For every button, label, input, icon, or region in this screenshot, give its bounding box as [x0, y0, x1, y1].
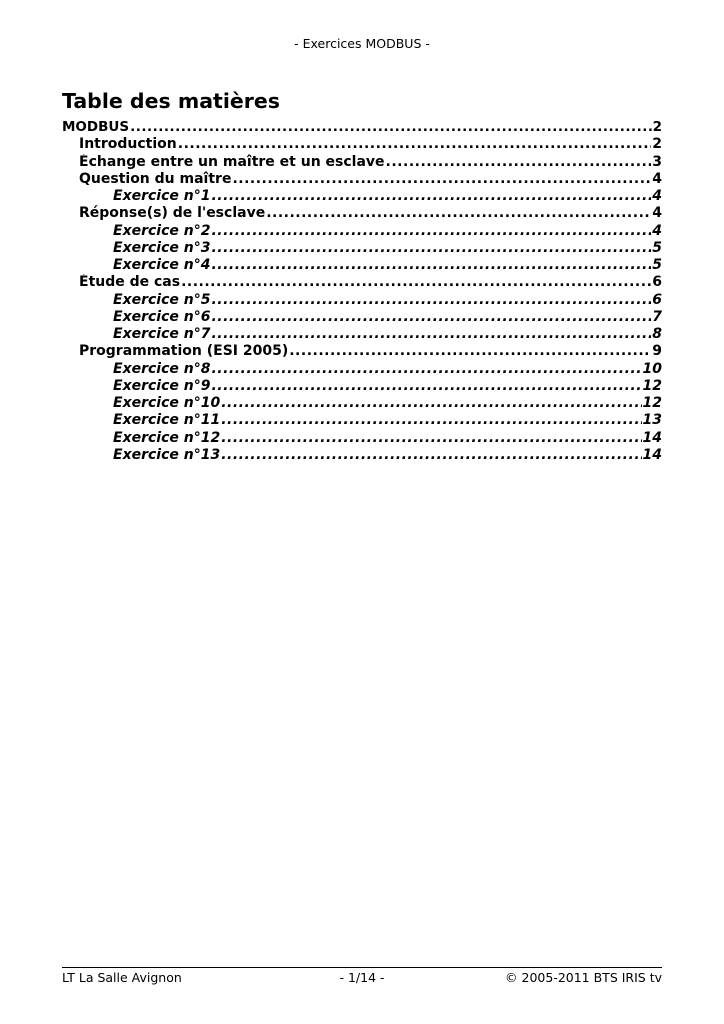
- toc-entry[interactable]: [62, 430, 662, 447]
- toc-leader-dots: [221, 447, 641, 464]
- toc-entry[interactable]: [62, 361, 662, 378]
- toc-entry[interactable]: [62, 171, 662, 188]
- toc-entry-label: Réponse(s) de l'esclave: [79, 205, 266, 222]
- toc-entry[interactable]: [62, 447, 662, 464]
- toc-entry[interactable]: [62, 240, 662, 257]
- toc-entry[interactable]: [62, 378, 662, 395]
- toc-entry-label: Exercice n°3: [113, 239, 211, 256]
- toc-leader-dots: [130, 119, 652, 136]
- toc-entry-label: Exercice n°4: [113, 257, 211, 273]
- toc-entry-label: Question du maître: [79, 170, 232, 187]
- toc-leader-dots: [221, 412, 641, 429]
- toc-entry-page: 9: [652, 343, 662, 360]
- toc-entry-page: 4: [652, 205, 662, 222]
- toc-entry-label: Exercice n°8: [113, 360, 211, 377]
- toc-entry-page: 12: [642, 395, 662, 411]
- toc-leader-dots: [181, 274, 651, 291]
- toc-entry-page: 10: [642, 360, 662, 377]
- toc-leader-dots: [178, 136, 651, 153]
- toc-entry-page: 4: [652, 170, 662, 187]
- toc-entry-page: 5: [652, 239, 662, 256]
- toc-entry-page: 4: [652, 222, 662, 239]
- toc-entry[interactable]: [62, 136, 662, 153]
- toc-entry-label: Exercice n°12: [113, 429, 221, 446]
- toc-entry-label: Exercice n°1: [113, 188, 211, 204]
- toc-entry[interactable]: [62, 154, 662, 171]
- toc-entry-page: 14: [642, 446, 662, 463]
- toc-entry-page: 3: [652, 153, 662, 170]
- toc-entry-label: MODBUS: [62, 119, 130, 135]
- toc-entry-label: Exercice n°10: [113, 395, 221, 411]
- toc-entry-label: Exercice n°6: [113, 308, 211, 325]
- toc-entry[interactable]: [62, 223, 662, 240]
- toc-entry-label: Étude de cas: [79, 274, 181, 291]
- footer-school: LT La Salle Avignon: [62, 970, 182, 985]
- toc-leader-dots: [211, 188, 651, 205]
- toc-entry-label: Échange entre un maître et un esclave: [79, 153, 385, 170]
- toc-entry[interactable]: [62, 343, 662, 360]
- toc-entry[interactable]: [62, 257, 662, 274]
- toc-entry[interactable]: [62, 326, 662, 343]
- toc-leader-dots: [211, 240, 651, 257]
- toc-entry-label: Exercice n°7: [113, 326, 211, 342]
- toc-leader-dots: [211, 223, 651, 240]
- toc-entry[interactable]: [62, 412, 662, 429]
- toc-leader-dots: [211, 257, 651, 274]
- toc-leader-dots: [232, 171, 651, 188]
- toc-leader-dots: [221, 430, 641, 447]
- table-of-contents: [62, 119, 662, 464]
- toc-entry-label: Exercice n°2: [113, 222, 211, 239]
- toc-leader-dots: [211, 309, 651, 326]
- toc-entry-label: Programmation (ESI 2005): [79, 343, 289, 360]
- toc-entry[interactable]: [62, 188, 662, 205]
- toc-entry-page: 12: [642, 377, 662, 394]
- toc-entry[interactable]: [62, 292, 662, 309]
- toc-entry[interactable]: [62, 205, 662, 222]
- toc-leader-dots: [386, 154, 652, 171]
- toc-leader-dots: [211, 378, 641, 395]
- toc-entry-page: 7: [652, 308, 662, 325]
- toc-leader-dots: [211, 361, 641, 378]
- toc-leader-dots: [221, 395, 641, 412]
- page-header: - Exercices MODBUS -: [294, 36, 430, 51]
- toc-entry-label: Exercice n°13: [113, 446, 221, 463]
- toc-entry-page: 8: [652, 326, 662, 342]
- toc-entry-page: 13: [642, 412, 662, 429]
- toc-entry-label: Exercice n°11: [113, 412, 221, 429]
- toc-entry-page: 2: [652, 136, 662, 153]
- toc-entry-label: Exercice n°9: [113, 377, 211, 394]
- toc-entry-page: 6: [652, 274, 662, 291]
- toc-entry-page: 6: [652, 291, 662, 308]
- toc-leader-dots: [266, 205, 651, 222]
- toc-entry[interactable]: [62, 274, 662, 291]
- toc-entry[interactable]: [62, 119, 662, 136]
- toc-entry-label: Introduction: [79, 136, 177, 153]
- toc-leader-dots: [289, 343, 651, 360]
- toc-title: Table des matières: [62, 89, 280, 113]
- toc-entry[interactable]: [62, 395, 662, 412]
- toc-entry-label: Exercice n°5: [113, 291, 211, 308]
- toc-leader-dots: [211, 326, 651, 343]
- toc-entry-page: 2: [652, 119, 662, 135]
- toc-entry-page: 4: [652, 188, 662, 204]
- toc-entry-page: 14: [642, 429, 662, 446]
- footer-copyright: © 2005-2011 BTS IRIS tv: [505, 970, 662, 985]
- toc-entry[interactable]: [62, 309, 662, 326]
- footer-page-number: - 1/14 -: [339, 970, 385, 985]
- toc-leader-dots: [211, 292, 651, 309]
- footer-divider: [62, 967, 662, 968]
- toc-entry-page: 5: [652, 257, 662, 273]
